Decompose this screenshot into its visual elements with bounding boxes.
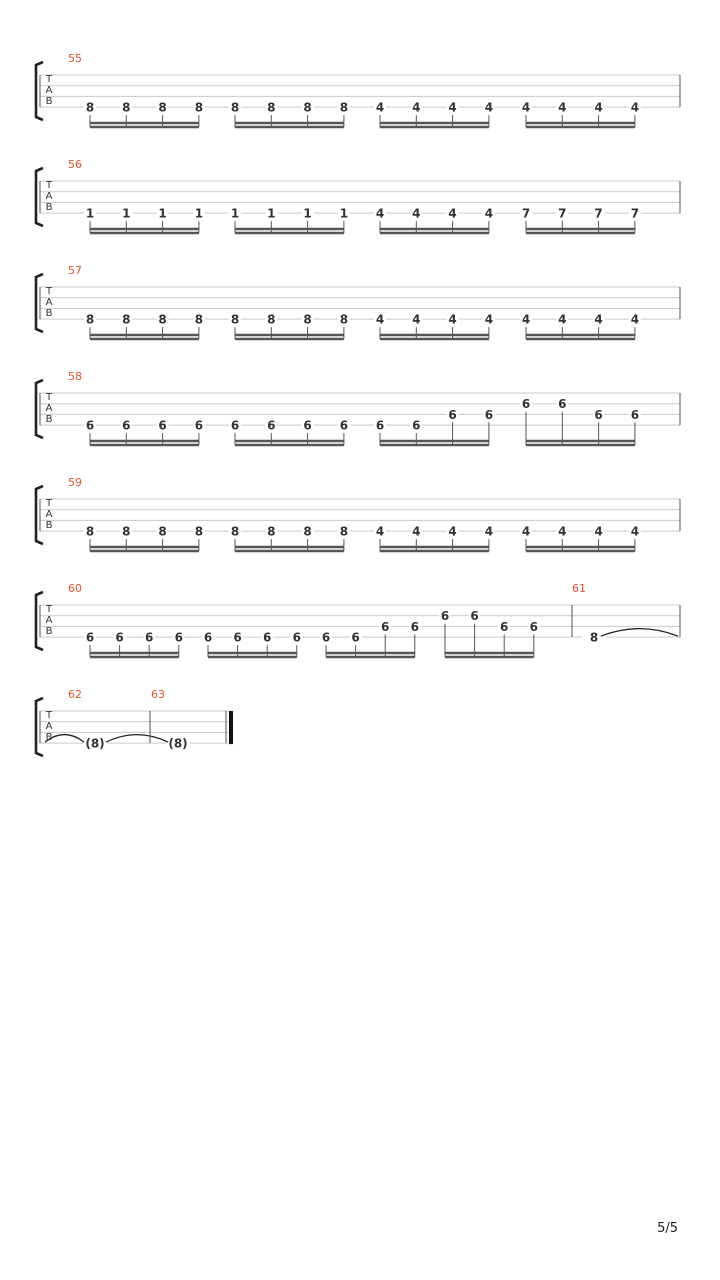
measure-number: 62: [68, 688, 82, 701]
fret-number: 4: [594, 312, 603, 327]
system: [36, 52, 680, 127]
tab-clef-letter: B: [45, 308, 53, 319]
fret-number: 4: [448, 100, 457, 115]
fret-number: 6: [470, 609, 479, 624]
fret-number: 6: [448, 407, 457, 422]
fret-number: 8: [122, 312, 131, 327]
fret-number: 7: [521, 206, 531, 221]
fret-number: 6: [410, 619, 419, 634]
fret-number: 8: [194, 312, 204, 327]
fret-number: 1: [339, 206, 349, 221]
fret-number: 1: [230, 206, 240, 221]
fret-number: 4: [412, 312, 421, 327]
system: [36, 370, 680, 445]
fret-number: 8: [267, 524, 276, 539]
tab-clef-letter: A: [45, 721, 53, 732]
fret-number: 4: [484, 206, 494, 221]
fret-number: 6: [85, 418, 95, 433]
measure-number: 61: [572, 582, 586, 595]
fret-number: 6: [594, 407, 603, 422]
fret-number: 6: [145, 630, 154, 645]
fret-number: 4: [412, 100, 421, 115]
measure-number: 57: [68, 264, 82, 277]
fret-number: 6: [321, 630, 331, 645]
fret-number: 4: [375, 312, 385, 327]
tab-clef-letter: T: [45, 710, 53, 721]
fret-number: 6: [630, 407, 640, 422]
fret-number: 1: [267, 206, 276, 221]
measure-number: 60: [68, 582, 82, 595]
fret-number: 7: [558, 206, 567, 221]
fret-number: 7: [630, 206, 640, 221]
fret-number: 4: [558, 312, 567, 327]
fret-number: 4: [521, 312, 531, 327]
fret-number: 6: [375, 418, 385, 433]
tab-clef-letter: T: [45, 498, 53, 509]
measure-number: 55: [68, 52, 82, 65]
fret-number: 6: [558, 397, 567, 412]
fret-number: 6: [85, 630, 95, 645]
fret-number: 1: [85, 206, 95, 221]
fret-number: 8: [303, 524, 312, 539]
fret-number: 4: [558, 524, 567, 539]
fret-number: 6: [440, 609, 450, 624]
measure-number: 56: [68, 158, 82, 171]
fret-number: 6: [267, 418, 276, 433]
fret-number: 1: [158, 206, 167, 221]
fret-number: 4: [375, 100, 385, 115]
page-number: 5/5: [657, 1221, 678, 1236]
fret-number: (8): [85, 736, 105, 751]
fret-number: 6: [484, 407, 494, 422]
tab-clef-letter: B: [45, 732, 53, 743]
fret-number: 8: [194, 100, 204, 115]
fret-number: 8: [85, 312, 95, 327]
fret-number: 6: [194, 418, 204, 433]
fret-number: 6: [203, 630, 213, 645]
tab-clef-letter: B: [45, 414, 53, 425]
fret-number: 1: [303, 206, 312, 221]
tie-arc: [106, 735, 168, 743]
fret-number: 8: [158, 312, 167, 327]
tab-clef-letter: A: [45, 297, 53, 308]
tab-clef-letter: A: [45, 85, 53, 96]
fret-number: 6: [521, 397, 531, 412]
fret-number: 8: [85, 100, 95, 115]
system: [36, 476, 680, 551]
fret-number: 4: [484, 524, 494, 539]
fret-number: 4: [412, 524, 421, 539]
fret-number: 8: [303, 100, 312, 115]
fret-number: 4: [594, 100, 603, 115]
measure-number: 59: [68, 476, 82, 489]
fret-number: 6: [174, 630, 183, 645]
tab-clef-letter: T: [45, 180, 53, 191]
fret-number: 8: [339, 524, 349, 539]
fret-number: 8: [85, 524, 95, 539]
tab-clef-letter: A: [45, 191, 53, 202]
fret-number: 8: [230, 100, 240, 115]
fret-number: 6: [412, 418, 421, 433]
final-barline-thick: [229, 711, 233, 744]
tab-clef-letter: A: [45, 403, 53, 414]
fret-number: 8: [194, 524, 204, 539]
tab-clef-letter: T: [45, 74, 53, 85]
system: [36, 264, 680, 339]
fret-number: 4: [630, 312, 640, 327]
fret-number: 4: [521, 524, 531, 539]
fret-number: 4: [594, 524, 603, 539]
fret-number: 8: [122, 100, 131, 115]
fret-number: 4: [375, 524, 385, 539]
fret-number: 4: [375, 206, 385, 221]
fret-number: 6: [529, 619, 538, 634]
fret-number: 8: [267, 312, 276, 327]
fret-number: 8: [339, 312, 349, 327]
tab-clef-letter: A: [45, 509, 53, 520]
system: [36, 582, 680, 657]
fret-number: 6: [115, 630, 124, 645]
fret-number: 6: [303, 418, 312, 433]
fret-number: 8: [158, 100, 167, 115]
fret-number: 1: [194, 206, 204, 221]
measure-number: 58: [68, 370, 82, 383]
fret-number: 6: [292, 630, 301, 645]
tab-clef-letter: T: [45, 392, 53, 403]
fret-number: 4: [448, 206, 457, 221]
tie-arc: [601, 629, 678, 637]
fret-number: 4: [412, 206, 421, 221]
tab-clef-letter: T: [45, 604, 53, 615]
fret-number: 4: [630, 524, 640, 539]
fret-number: 6: [158, 418, 167, 433]
fret-number: 4: [558, 100, 567, 115]
system: [36, 158, 680, 233]
fret-number: 7: [594, 206, 603, 221]
fret-number: 8: [230, 524, 240, 539]
fret-number: 4: [630, 100, 640, 115]
fret-number: 8: [230, 312, 240, 327]
fret-number: (8): [168, 736, 188, 751]
fret-number: 6: [339, 418, 349, 433]
fret-number: 8: [267, 100, 276, 115]
fret-number: 6: [122, 418, 131, 433]
fret-number: 4: [484, 312, 494, 327]
tab-clef-letter: B: [45, 202, 53, 213]
tab-clef-letter: B: [45, 520, 53, 531]
fret-number: 8: [122, 524, 131, 539]
fret-number: 4: [448, 524, 457, 539]
fret-number: 6: [263, 630, 272, 645]
fret-number: 8: [339, 100, 349, 115]
fret-number: 8: [158, 524, 167, 539]
fret-number: 6: [500, 619, 509, 634]
fret-number: 4: [521, 100, 531, 115]
system: [36, 688, 233, 756]
fret-number: 6: [233, 630, 242, 645]
fret-number: 1: [122, 206, 131, 221]
fret-number: 4: [448, 312, 457, 327]
fret-number: 4: [484, 100, 494, 115]
fret-number: 6: [381, 619, 390, 634]
fret-number: 6: [351, 630, 360, 645]
tab-clef-letter: B: [45, 626, 53, 637]
measure-number: 63: [151, 688, 165, 701]
fret-number: 6: [230, 418, 240, 433]
fret-number: 8: [303, 312, 312, 327]
tab-clef-letter: A: [45, 615, 53, 626]
tab-clef-letter: B: [45, 96, 53, 107]
fret-number: 8: [589, 630, 599, 645]
tab-clef-letter: T: [45, 286, 53, 297]
